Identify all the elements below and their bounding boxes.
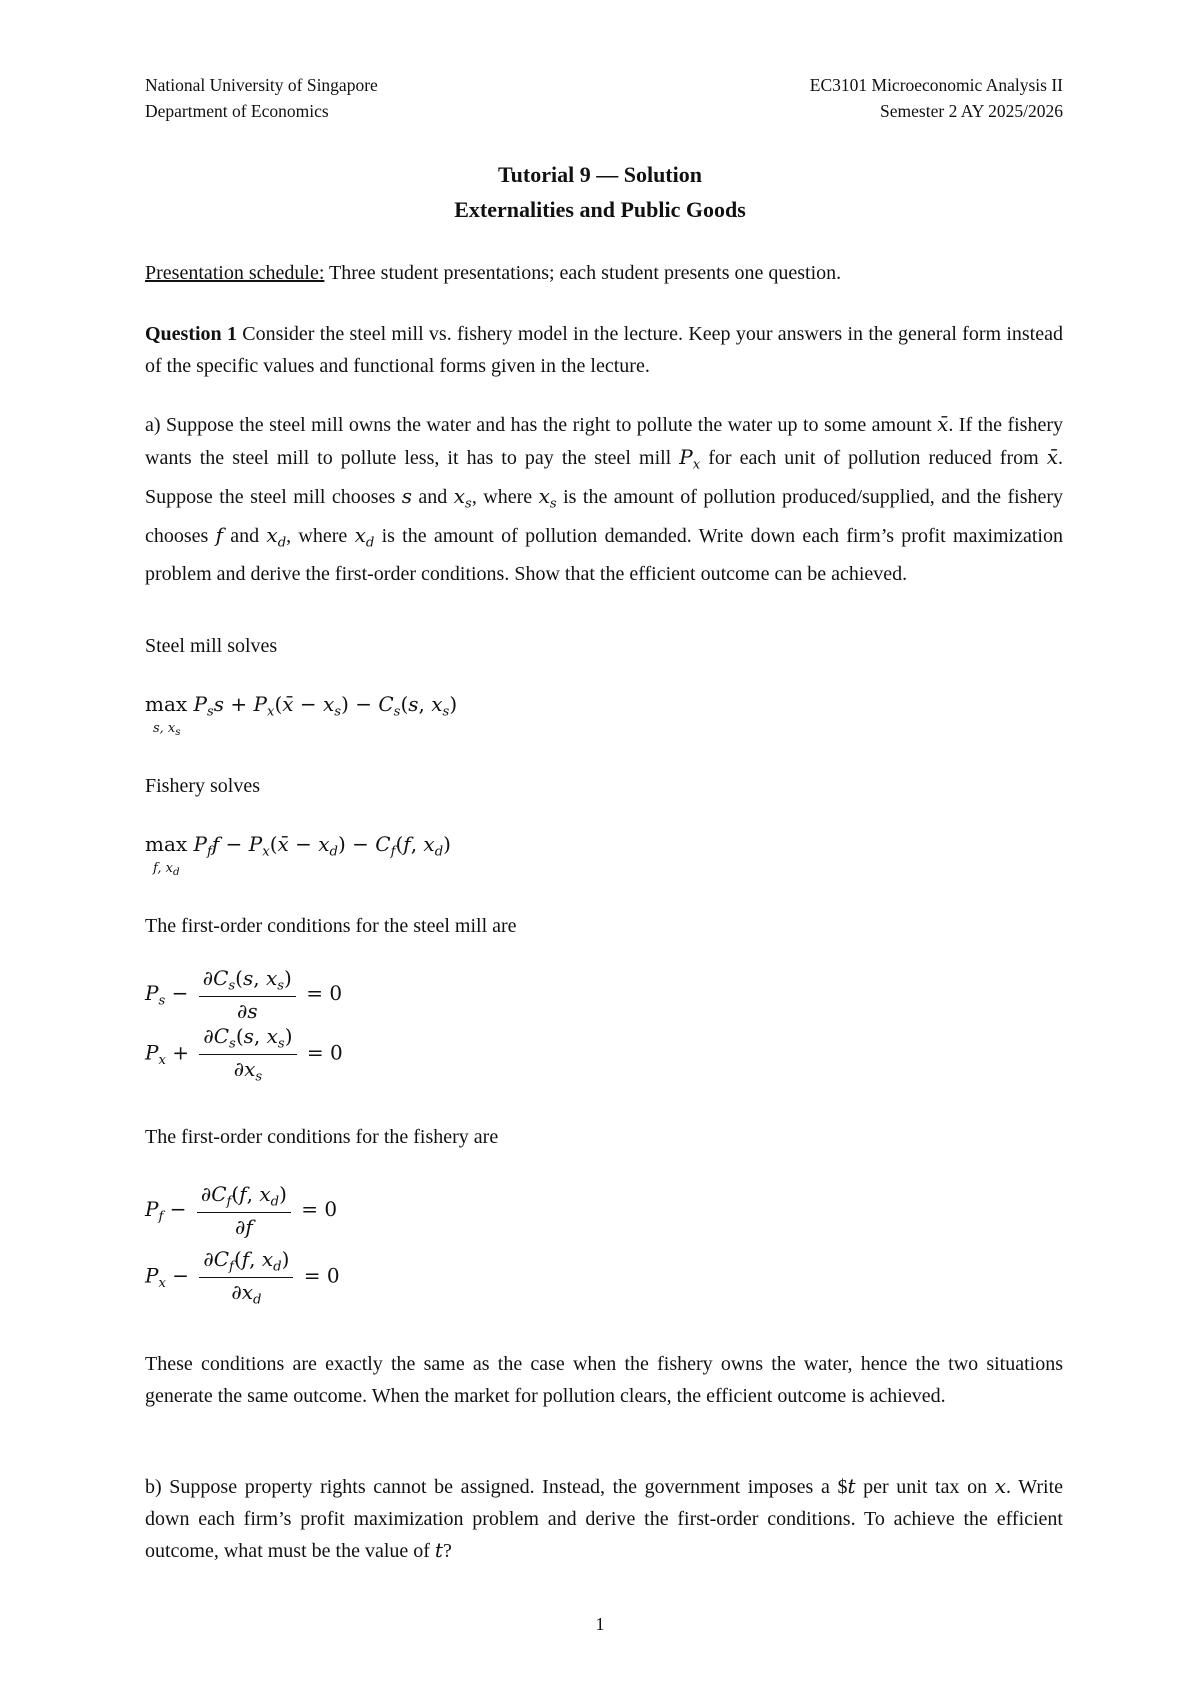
university-name: National University of Singapore <box>145 75 378 95</box>
f-symbol: f <box>215 522 223 547</box>
part-a-text: . If the fishery wants the steel mill to pollute less, it has to pay the steel mill <box>145 414 1063 469</box>
foc-steel-1: $P_s$ − $\frac{\partial C_s(s, x_s)}{\partial s}$ = 0 <box>145 966 343 1023</box>
foc-steel-2: $P_x$ + $\frac{\partial C_s(s, x_s)}{\partial x_s}$ = 0 <box>145 1024 343 1085</box>
steel-mill-solves: Steel mill solves <box>145 635 278 657</box>
part-a-text: is the amount of pollution demanded. Write down each firm’s profit maximization problem and derive the first-order conditions. Show that the efficient outcome can be achieved. <box>145 524 1063 585</box>
xs-symbol: $x_s$ <box>453 483 472 512</box>
part-a-text: , where <box>286 524 355 547</box>
foc-fishery-2: $P_x$ − $\frac{\partial C_f(f, x_d)}{\partial x_d}$ = 0 <box>145 1247 340 1308</box>
question-1-text: Consider the steel mill vs. fishery model in the lecture. Keep your answers in the general form instead of the specific values and functional forms given in the lecture. <box>145 323 1063 377</box>
part-a-text: . Suppose the steel mill chooses <box>145 446 1064 508</box>
part-b-text: . Write down each firm’s profit maximization problem and derive the first-order conditions. To achieve the efficient outcome, what must be the value of <box>145 1476 1064 1562</box>
s-symbol: s <box>401 483 412 508</box>
fishery-solves: Fishery solves <box>145 775 260 797</box>
schedule-label: Presentation schedule: <box>145 262 325 284</box>
part-a-text: and <box>411 485 454 508</box>
x-symbol: x <box>994 1474 1007 1498</box>
fishery-max-subscript: f, $x_d$ <box>153 861 180 879</box>
steel-mill-max-subscript: s, $x_s$ <box>153 721 181 739</box>
t-symbol: t <box>847 1474 856 1498</box>
part-b-question <box>145 1471 1063 1568</box>
part-a-text: and <box>223 524 267 547</box>
part-b-text: b) Suppose property rights cannot be assigned. Instead, the government imposes a $ <box>145 1476 848 1498</box>
xd-symbol: $x_d$ <box>266 522 287 551</box>
xbar-symbol: x̄ <box>1046 444 1059 469</box>
foc-steel-intro: The first-order conditions for the steel mill are <box>145 915 517 937</box>
t-symbol: t <box>434 1538 443 1562</box>
part-a-text: , where <box>471 485 539 508</box>
semester: Semester 2 AY 2025/2026 <box>880 101 1063 121</box>
xbar-symbol: x̄ <box>937 412 949 436</box>
header-right <box>810 72 1063 124</box>
department-name: Department of Economics <box>145 101 329 121</box>
tutorial-subtitle: Externalities and Public Goods <box>454 197 746 222</box>
foc-fishery-1: $P_f$ − $\frac{\partial C_f(f, x_d)}{\partial f}$ = 0 <box>145 1182 338 1239</box>
page-number: 1 <box>595 1614 605 1634</box>
part-a-question <box>145 409 1063 590</box>
part-a-text: for each unit of pollution reduced from <box>700 446 1047 469</box>
tutorial-title: Tutorial 9 — Solution <box>498 162 702 187</box>
course-name: EC3101 Microeconomic Analysis II <box>809 75 1063 95</box>
foc-fishery-intro: The first-order conditions for the fishery are <box>145 1126 499 1148</box>
question-1-label: Question 1 <box>145 323 237 345</box>
part-b-text: ? <box>442 1540 452 1562</box>
part-a-text: is the amount of pollution produced/supplied, and the fishery chooses <box>145 485 1064 547</box>
presentation-schedule <box>145 258 1063 290</box>
xs-symbol: $x_s$ <box>538 483 557 512</box>
steel-mill-objective: $\max P_ss$ + $P_x(x̄ - x_s) - C_s(s$, $x_s$) <box>145 692 458 720</box>
part-a-conclusion: These conditions are exactly the same as the case when the fishery owns the water, hence the two situations generate the same outcome. When the market for pollution clears, the efficient outcome is achieved. <box>145 1353 1063 1407</box>
px-symbol: $P_x$ <box>679 444 701 473</box>
fishery-objective: $\max P_ff$ − $P_x(x̄ - x_d) - C_f(f$, $x_d$) <box>145 832 451 860</box>
part-b-text: per unit tax on <box>855 1476 995 1498</box>
xd-symbol: $x_d$ <box>354 522 375 551</box>
schedule-text: Three student presentations; each student presents one question. <box>324 262 842 284</box>
part-a-text: a) Suppose the steel mill owns the water and has the right to pollute the water up to some amount <box>145 414 938 436</box>
question-1 <box>145 319 1063 382</box>
header-left <box>145 72 378 124</box>
